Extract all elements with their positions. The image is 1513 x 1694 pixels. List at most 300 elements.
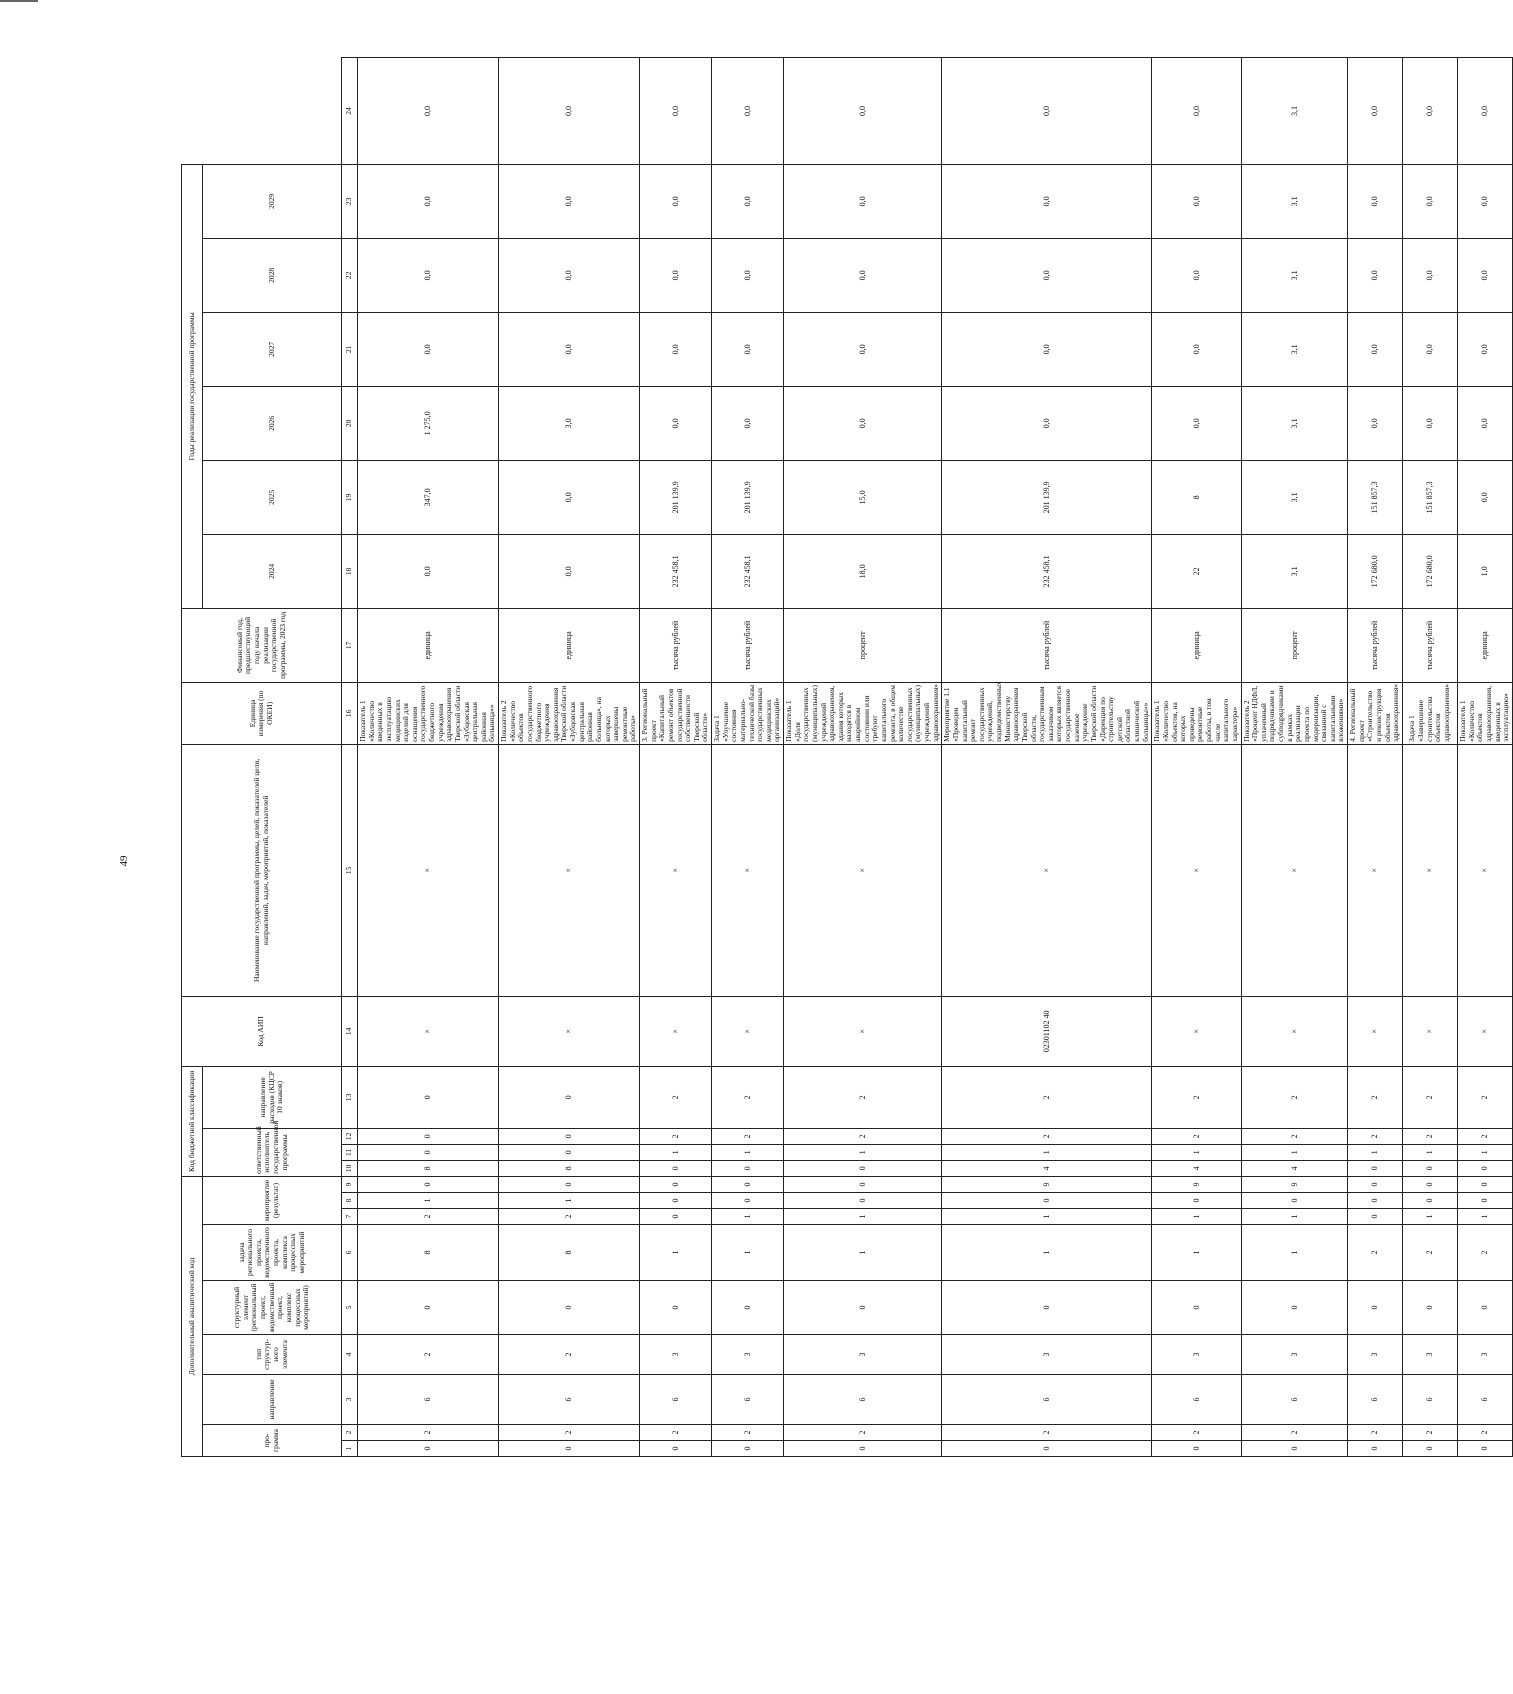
value-2026-cell: 0,0 — [942, 312, 1152, 386]
executor-cell: 1 — [1152, 1144, 1241, 1160]
program-code-cell: 0 — [712, 1441, 784, 1457]
expense-direction-cell: × — [499, 996, 640, 1066]
event-cell: 0 — [1458, 1193, 1513, 1209]
event-cell: 0 — [1348, 1160, 1403, 1176]
executor-cell: 2 — [1348, 1128, 1403, 1144]
column-number: 17 — [342, 608, 358, 682]
value-2029-cell: 0,0 — [499, 58, 640, 165]
value-2027-cell: 0,0 — [1152, 238, 1241, 312]
value-2029-cell: 0,0 — [358, 58, 499, 165]
aip-code-cell: × — [499, 744, 640, 996]
unit-cell: тысяча рублей — [942, 608, 1152, 682]
indicator-name-cell: Показатель 2 «Процент НДФЛ, уплаченный подрядчиками и субподрядчиками в рамках реализации проекта по модернизации, связанной с капитальными вложениями» — [1241, 682, 1348, 744]
value-2024-cell: 151 857,3 — [1403, 460, 1458, 534]
event-cell: 0 — [1403, 1176, 1458, 1192]
program-code-cell: 2 — [1241, 1425, 1348, 1441]
unit-cell: тысяча рублей — [712, 608, 784, 682]
event-cell: 0 — [1458, 1176, 1513, 1192]
value-2024-cell: 8 — [1152, 460, 1241, 534]
direction-cell: 6 — [640, 1375, 712, 1425]
executor-cell: 1 — [1403, 1144, 1458, 1160]
executor-cell: 0 — [358, 1144, 499, 1160]
value-2029-cell: 0,0 — [640, 58, 712, 165]
event-cell: 0 — [1403, 1160, 1458, 1176]
column-number: 23 — [342, 164, 358, 238]
executor-cell: 2 — [640, 1128, 712, 1144]
name-header: Наименование государственной программы, целей, показателей цели, направлений, задач, мероприятий, показателей — [182, 744, 342, 996]
value-2024-cell: 201 139,9 — [942, 460, 1152, 534]
element-type-cell: 3 — [640, 1335, 712, 1375]
program-header: про-грамма — [203, 1425, 342, 1457]
program-code-cell: 2 — [1152, 1425, 1241, 1441]
program-code-cell: 0 — [1241, 1441, 1348, 1457]
year-2026-header: 2026 — [203, 386, 342, 460]
column-number: 15 — [342, 744, 358, 996]
table-row — [942, 58, 1152, 1457]
value-2025-cell: 3,0 — [499, 386, 640, 460]
budget-code-group-header: Код бюджетной классификации — [182, 1066, 203, 1176]
value-2028-cell: 3,1 — [1241, 164, 1348, 238]
value-2026-cell: 0,0 — [784, 312, 942, 386]
indicator-name-cell: Показатель 1 «Доля государственных (муниципальных) учреждений здравоохранения, здания которых находятся в аварийном состоянии или требуют капитального ремонта, в общем количестве государственных (муниципальных) учреждений здравоохранения» — [784, 682, 942, 744]
element-type-cell: 2 — [358, 1335, 499, 1375]
event-cell: 0 — [712, 1193, 784, 1209]
task-cell: 1 — [712, 1209, 784, 1225]
direction-cell: 6 — [712, 1375, 784, 1425]
event-cell: 8 — [499, 1160, 640, 1176]
program-table — [181, 57, 1513, 1457]
page-number: 49 — [118, 855, 130, 867]
value-2024-cell: 347,0 — [358, 460, 499, 534]
year-2024-header: 2024 — [203, 534, 342, 608]
value-2025-cell: 0,0 — [640, 386, 712, 460]
expense-direction-cell: × — [640, 996, 712, 1066]
table-row — [712, 58, 784, 1457]
column-number: 14 — [342, 996, 358, 1066]
executor-cell: 1 — [1348, 1144, 1403, 1160]
event-cell: 1 — [358, 1193, 499, 1209]
executor-cell: 0 — [499, 1144, 640, 1160]
event-cell: 0 — [1458, 1160, 1513, 1176]
executor-cell: 2 — [942, 1128, 1152, 1144]
element-type-cell: 3 — [1152, 1335, 1241, 1375]
executor-cell: 2 — [1152, 1066, 1241, 1128]
table-row — [1458, 58, 1513, 1457]
expense-direction-cell: × — [1348, 996, 1403, 1066]
value-2029-cell: 0,0 — [1458, 58, 1513, 165]
program-code-cell: 0 — [640, 1441, 712, 1457]
indicator-name-cell: Показатель 1 «Количество объектов, на которых проведены ремонтные работы, в том числе капитального характера» — [1152, 682, 1241, 744]
executor-cell: 0 — [499, 1128, 640, 1144]
executor-cell: 2 — [784, 1066, 942, 1128]
aip-code-cell: × — [1403, 744, 1458, 996]
value-2026-cell: 0,0 — [1348, 312, 1403, 386]
executor-cell: 2 — [1403, 1066, 1458, 1128]
value-2027-cell: 0,0 — [1458, 238, 1513, 312]
value-2027-cell: 0,0 — [640, 238, 712, 312]
structural-element-cell: 1 — [712, 1225, 784, 1281]
base-year-value-cell: 18,0 — [784, 534, 942, 608]
task-cell: 1 — [1241, 1209, 1348, 1225]
program-code-cell: 0 — [499, 1441, 640, 1457]
program-code-cell: 0 — [358, 1441, 499, 1457]
direction-cell: 6 — [1348, 1375, 1403, 1425]
base-year-value-cell: 22 — [1152, 534, 1241, 608]
value-2026-cell: 0,0 — [1152, 312, 1241, 386]
executor-cell: 1 — [784, 1144, 942, 1160]
column-number: 7 — [342, 1209, 358, 1225]
event-cell: 1 — [499, 1193, 640, 1209]
program-code-cell: 0 — [784, 1441, 942, 1457]
indicator-name-cell: Показатель 1 «Количество объектов здравоохранения, введенных в эксплуатацию» — [1458, 682, 1513, 744]
event-cell: 4 — [1241, 1160, 1348, 1176]
direction-cell: 6 — [499, 1375, 640, 1425]
value-2029-cell: 0,0 — [712, 58, 784, 165]
program-code-cell: 0 — [942, 1441, 1152, 1457]
element-type-header: тип структур-ного элемента — [203, 1335, 342, 1375]
task-header: задача регионального проекта, ведомственного проекта, комплекса процессных мероприятий — [203, 1225, 342, 1281]
value-2027-cell: 3,1 — [1241, 238, 1348, 312]
aip-code-cell: × — [640, 744, 712, 996]
program-code-cell: 2 — [640, 1425, 712, 1441]
event-cell: 0 — [1241, 1193, 1348, 1209]
value-2027-cell: 0,0 — [358, 238, 499, 312]
program-code-cell: 0 — [1348, 1441, 1403, 1457]
structural-element-cell: 1 — [1241, 1225, 1348, 1281]
executor-cell: 0 — [499, 1066, 640, 1128]
value-2029-cell: 0,0 — [1348, 58, 1403, 165]
executor-cell: 2 — [1458, 1066, 1513, 1128]
executor-cell: 2 — [1458, 1128, 1513, 1144]
event-cell: 0 — [784, 1160, 942, 1176]
program-code-cell: 0 — [1403, 1441, 1458, 1457]
executor-cell: 1 — [1458, 1144, 1513, 1160]
value-2027-cell: 0,0 — [1403, 238, 1458, 312]
expense-direction-cell: × — [358, 996, 499, 1066]
value-2029-cell: 0,0 — [942, 58, 1152, 165]
element-type-cell: 2 — [499, 1335, 640, 1375]
indicator-name-cell: 3. Региональный проект «Капитальный ремонт объектов государственной собственности Тверской области» — [640, 682, 712, 744]
task-cell: 0 — [1348, 1209, 1403, 1225]
program-code-cell: 2 — [358, 1425, 499, 1441]
program-code-cell: 2 — [1348, 1425, 1403, 1441]
expense-direction-header: направление расходов (КЦСР 10 знаков) — [203, 1066, 342, 1128]
structural-element-cell: 1 — [1152, 1225, 1241, 1281]
executor-cell: 2 — [640, 1066, 712, 1128]
event-cell: 0 — [1403, 1193, 1458, 1209]
expense-direction-cell: × — [784, 996, 942, 1066]
value-2025-cell: 0,0 — [1403, 386, 1458, 460]
event-cell: 0 — [712, 1160, 784, 1176]
base-year-value-cell: 232 458,1 — [640, 534, 712, 608]
event-cell: 9 — [1241, 1176, 1348, 1192]
structural-element-cell: 1 — [640, 1225, 712, 1281]
table-row — [1241, 58, 1348, 1457]
structural-element-cell: 0 — [1152, 1281, 1241, 1335]
value-2025-cell: 1 275,0 — [358, 386, 499, 460]
value-2025-cell: 0,0 — [712, 386, 784, 460]
executor-cell: 2 — [942, 1066, 1152, 1128]
event-cell: 9 — [1152, 1176, 1241, 1192]
column-number: 10 — [342, 1160, 358, 1176]
base-year-value-cell: 232 458,1 — [942, 534, 1152, 608]
structural-element-cell: 0 — [640, 1281, 712, 1335]
column-number: 1 — [342, 1441, 358, 1457]
column-number: 22 — [342, 238, 358, 312]
column-number: 11 — [342, 1144, 358, 1160]
aip-code-cell: × — [712, 744, 784, 996]
indicator-name-cell: 4. Региональный проект «Строительство и реконструкция объектов здравоохранения» — [1348, 682, 1403, 744]
aip-code-cell: × — [942, 744, 1152, 996]
indicator-name-cell: Мероприятие 1.1 «Проведен капитальный ремонт государственных учреждений, подведомственных Министерству здравоохранения Тверской области, государственным заказчиком которых является государственное казенное учреждение Тверской области «Дирекция по строительству детской областной клинической больницы»» — [942, 682, 1152, 744]
direction-cell: 6 — [942, 1375, 1152, 1425]
executor-cell: 2 — [1152, 1128, 1241, 1144]
direction-cell: 6 — [1152, 1375, 1241, 1425]
column-number: 4 — [342, 1335, 358, 1375]
program-code-cell: 2 — [784, 1425, 942, 1441]
value-2026-cell: 0,0 — [712, 312, 784, 386]
aip-code-cell: × — [358, 744, 499, 996]
expense-direction-cell: × — [1458, 996, 1513, 1066]
unit-cell: единица — [1152, 608, 1241, 682]
structural-element-cell: 0 — [499, 1281, 640, 1335]
table-row — [1348, 58, 1403, 1457]
table-row — [1152, 58, 1241, 1457]
value-2026-cell: 0,0 — [1403, 312, 1458, 386]
task-cell: 1 — [1152, 1209, 1241, 1225]
value-2028-cell: 0,0 — [358, 164, 499, 238]
event-cell: 4 — [1152, 1160, 1241, 1176]
value-2027-cell: 0,0 — [712, 238, 784, 312]
value-2028-cell: 0,0 — [1458, 164, 1513, 238]
year-2028-header: 2028 — [203, 238, 342, 312]
column-number: 19 — [342, 460, 358, 534]
direction-cell: 6 — [784, 1375, 942, 1425]
value-2025-cell: 0,0 — [1458, 386, 1513, 460]
executor-cell: 2 — [1241, 1066, 1348, 1128]
indicator-name-cell: Показатель 2 «Количество объектов государственного бюджетного учреждения здравоохранения Тверской области «Зубцовская центральная районная больница», на которых завершены ремонтные работы» — [499, 682, 640, 744]
structural-element-cell: 0 — [1403, 1281, 1458, 1335]
value-2028-cell: 0,0 — [640, 164, 712, 238]
value-2028-cell: 0,0 — [784, 164, 942, 238]
element-type-cell: 3 — [1348, 1335, 1403, 1375]
event-cell: 0 — [640, 1176, 712, 1192]
direction-cell: 6 — [1241, 1375, 1348, 1425]
value-2025-cell: 0,0 — [1152, 386, 1241, 460]
analytic-code-group-header: Дополнительный аналитический код — [182, 1176, 203, 1456]
task-cell: 1 — [942, 1209, 1152, 1225]
event-cell: 0 — [712, 1176, 784, 1192]
task-cell: 2 — [358, 1209, 499, 1225]
program-code-cell: 2 — [1458, 1425, 1513, 1441]
value-2027-cell: 0,0 — [942, 238, 1152, 312]
column-number: 5 — [342, 1281, 358, 1335]
base-year-value-cell: 172 680,0 — [1348, 534, 1403, 608]
table-row — [358, 58, 499, 1457]
expense-direction-cell: × — [712, 996, 784, 1066]
unit-cell: единица — [358, 608, 499, 682]
value-2027-cell: 0,0 — [784, 238, 942, 312]
value-2024-cell: 201 139,9 — [712, 460, 784, 534]
structural-element-cell: 0 — [1458, 1281, 1513, 1335]
event-cell: 4 — [942, 1160, 1152, 1176]
direction-header: направление — [203, 1375, 342, 1425]
value-2029-cell: 0,0 — [784, 58, 942, 165]
structural-element-cell: 2 — [1458, 1225, 1513, 1281]
value-2025-cell: 0,0 — [784, 386, 942, 460]
value-2025-cell: 3,1 — [1241, 386, 1348, 460]
structural-element-cell: 0 — [942, 1281, 1152, 1335]
table-row — [1403, 58, 1458, 1457]
element-type-cell: 3 — [784, 1335, 942, 1375]
value-2025-cell: 0,0 — [1348, 386, 1403, 460]
aip-code-cell: × — [1241, 744, 1348, 996]
structural-element-cell: 0 — [712, 1281, 784, 1335]
aip-code-header: Код АИП — [182, 996, 342, 1066]
structural-element-cell: 0 — [1348, 1281, 1403, 1335]
unit-cell: тысяча рублей — [1403, 608, 1458, 682]
event-cell: 8 — [358, 1160, 499, 1176]
indicator-name-cell: Задача 1 «Улучшение состояния материально-технической базы государственных медицинских организаций» — [712, 682, 784, 744]
executor-cell: 2 — [1241, 1128, 1348, 1144]
event-cell: 0 — [1348, 1193, 1403, 1209]
value-2024-cell: 0,0 — [499, 460, 640, 534]
element-type-cell: 3 — [942, 1335, 1152, 1375]
structural-element-cell: 1 — [784, 1225, 942, 1281]
column-number: 21 — [342, 312, 358, 386]
value-2026-cell: 0,0 — [640, 312, 712, 386]
aip-code-cell: × — [1348, 744, 1403, 996]
value-2028-cell: 0,0 — [499, 164, 640, 238]
task-cell: 1 — [1458, 1209, 1513, 1225]
table-row — [499, 58, 640, 1457]
task-cell: 0 — [640, 1209, 712, 1225]
program-code-cell: 2 — [499, 1425, 640, 1441]
value-2024-cell: 151 857,3 — [1348, 460, 1403, 534]
base-year-value-cell: 3,1 — [1241, 534, 1348, 608]
structural-element-cell: 2 — [1348, 1225, 1403, 1281]
base-year-value-cell: 232 458,1 — [712, 534, 784, 608]
executor-cell: 1 — [1241, 1144, 1348, 1160]
table-row — [640, 58, 712, 1457]
value-2024-cell: 0,0 — [1458, 460, 1513, 534]
program-code-cell: 2 — [712, 1425, 784, 1441]
aip-code-cell: × — [784, 744, 942, 996]
table-body — [358, 58, 1513, 1457]
event-header: мероприятие (результат) — [203, 1176, 342, 1224]
unit-cell: процент — [1241, 608, 1348, 682]
aip-code-cell: × — [1152, 744, 1241, 996]
event-cell: 0 — [640, 1193, 712, 1209]
aip-code-cell: × — [1458, 744, 1513, 996]
column-number: 8 — [342, 1193, 358, 1209]
executor-cell: 2 — [784, 1128, 942, 1144]
value-2029-cell: 0,0 — [1152, 58, 1241, 165]
structural-element-header: структурный элемент (региональный проект, ведомственный проект, комплекс процессных мероприятий) — [203, 1281, 342, 1335]
executor-cell: 1 — [942, 1144, 1152, 1160]
value-2028-cell: 0,0 — [942, 164, 1152, 238]
event-cell: 0 — [640, 1160, 712, 1176]
column-number: 16 — [342, 682, 358, 744]
base-year-value-cell: 1,0 — [1458, 534, 1513, 608]
structural-element-cell: 1 — [942, 1225, 1152, 1281]
value-2026-cell: 0,0 — [358, 312, 499, 386]
table-row — [784, 58, 942, 1457]
column-number: 18 — [342, 534, 358, 608]
unit-cell: единица — [499, 608, 640, 682]
unit-header: Единица измерения (по ОКЕИ) — [182, 682, 342, 744]
column-number: 9 — [342, 1176, 358, 1192]
element-type-cell: 3 — [1458, 1335, 1513, 1375]
executor-cell: 0 — [358, 1128, 499, 1144]
base-year-value-cell: 0,0 — [358, 534, 499, 608]
value-2024-cell: 3,1 — [1241, 460, 1348, 534]
value-2027-cell: 0,0 — [499, 238, 640, 312]
task-cell: 1 — [1403, 1209, 1458, 1225]
expense-direction-cell: × — [1152, 996, 1241, 1066]
value-2028-cell: 0,0 — [712, 164, 784, 238]
unit-cell: тысяча рублей — [640, 608, 712, 682]
value-2028-cell: 0,0 — [1152, 164, 1241, 238]
year-2027-header: 2027 — [203, 312, 342, 386]
column-number: 3 — [342, 1375, 358, 1425]
task-cell: 2 — [499, 1209, 640, 1225]
executor-cell: 2 — [712, 1128, 784, 1144]
value-2026-cell: 3,1 — [1241, 312, 1348, 386]
table-sheet — [181, 57, 1511, 1457]
value-2028-cell: 0,0 — [1403, 164, 1458, 238]
column-number: 13 — [342, 1066, 358, 1128]
executor-cell: 2 — [1348, 1066, 1403, 1128]
value-2028-cell: 0,0 — [1348, 164, 1403, 238]
structural-element-cell: 8 — [358, 1225, 499, 1281]
base-year-header: Финансовый год, предшествующий году начала реализации государственной программы, 2023 год — [182, 608, 342, 682]
unit-cell: процент — [784, 608, 942, 682]
event-cell: 9 — [942, 1176, 1152, 1192]
base-year-value-cell: 172 680,0 — [1403, 534, 1458, 608]
event-cell: 0 — [784, 1176, 942, 1192]
element-type-cell: 3 — [1241, 1335, 1348, 1375]
years-group-header: Годы реализации государственной программы — [182, 164, 203, 608]
event-cell: 0 — [499, 1176, 640, 1192]
structural-element-cell: 0 — [784, 1281, 942, 1335]
column-number: 12 — [342, 1128, 358, 1144]
rotated-table-container — [181, 57, 1511, 1457]
column-number-row — [342, 58, 358, 1457]
scan-edge-mark — [0, 0, 38, 2]
structural-element-cell: 8 — [499, 1225, 640, 1281]
event-cell: 0 — [942, 1193, 1152, 1209]
value-2026-cell: 0,0 — [1458, 312, 1513, 386]
value-2024-cell: 201 139,9 — [640, 460, 712, 534]
program-code-cell: 0 — [1152, 1441, 1241, 1457]
structural-element-cell: 2 — [1403, 1225, 1458, 1281]
value-2027-cell: 0,0 — [1348, 238, 1403, 312]
indicator-name-cell: Задача 1 «Завершение строительства объектов здравоохранения» — [1403, 682, 1458, 744]
executor-header: ответственный исполнитель государственной программы — [203, 1128, 342, 1176]
expense-direction-cell: × — [1403, 996, 1458, 1066]
task-cell: 1 — [784, 1209, 942, 1225]
event-cell: 0 — [1348, 1176, 1403, 1192]
indicator-name-cell: Показатель 1 «Количество введенных в эксплуатацию медицинских изделий для оснащения государственного бюджетного учреждения здравоохранения Тверской области «Зубцовская центральная районная больница»» — [358, 682, 499, 744]
column-number: 6 — [342, 1225, 358, 1281]
value-2029-cell: 3,1 — [1241, 58, 1348, 165]
value-2025-cell: 0,0 — [942, 386, 1152, 460]
unit-cell: единица — [1458, 608, 1513, 682]
direction-cell: 6 — [1458, 1375, 1513, 1425]
structural-element-cell: 0 — [358, 1281, 499, 1335]
event-cell: 0 — [358, 1176, 499, 1192]
